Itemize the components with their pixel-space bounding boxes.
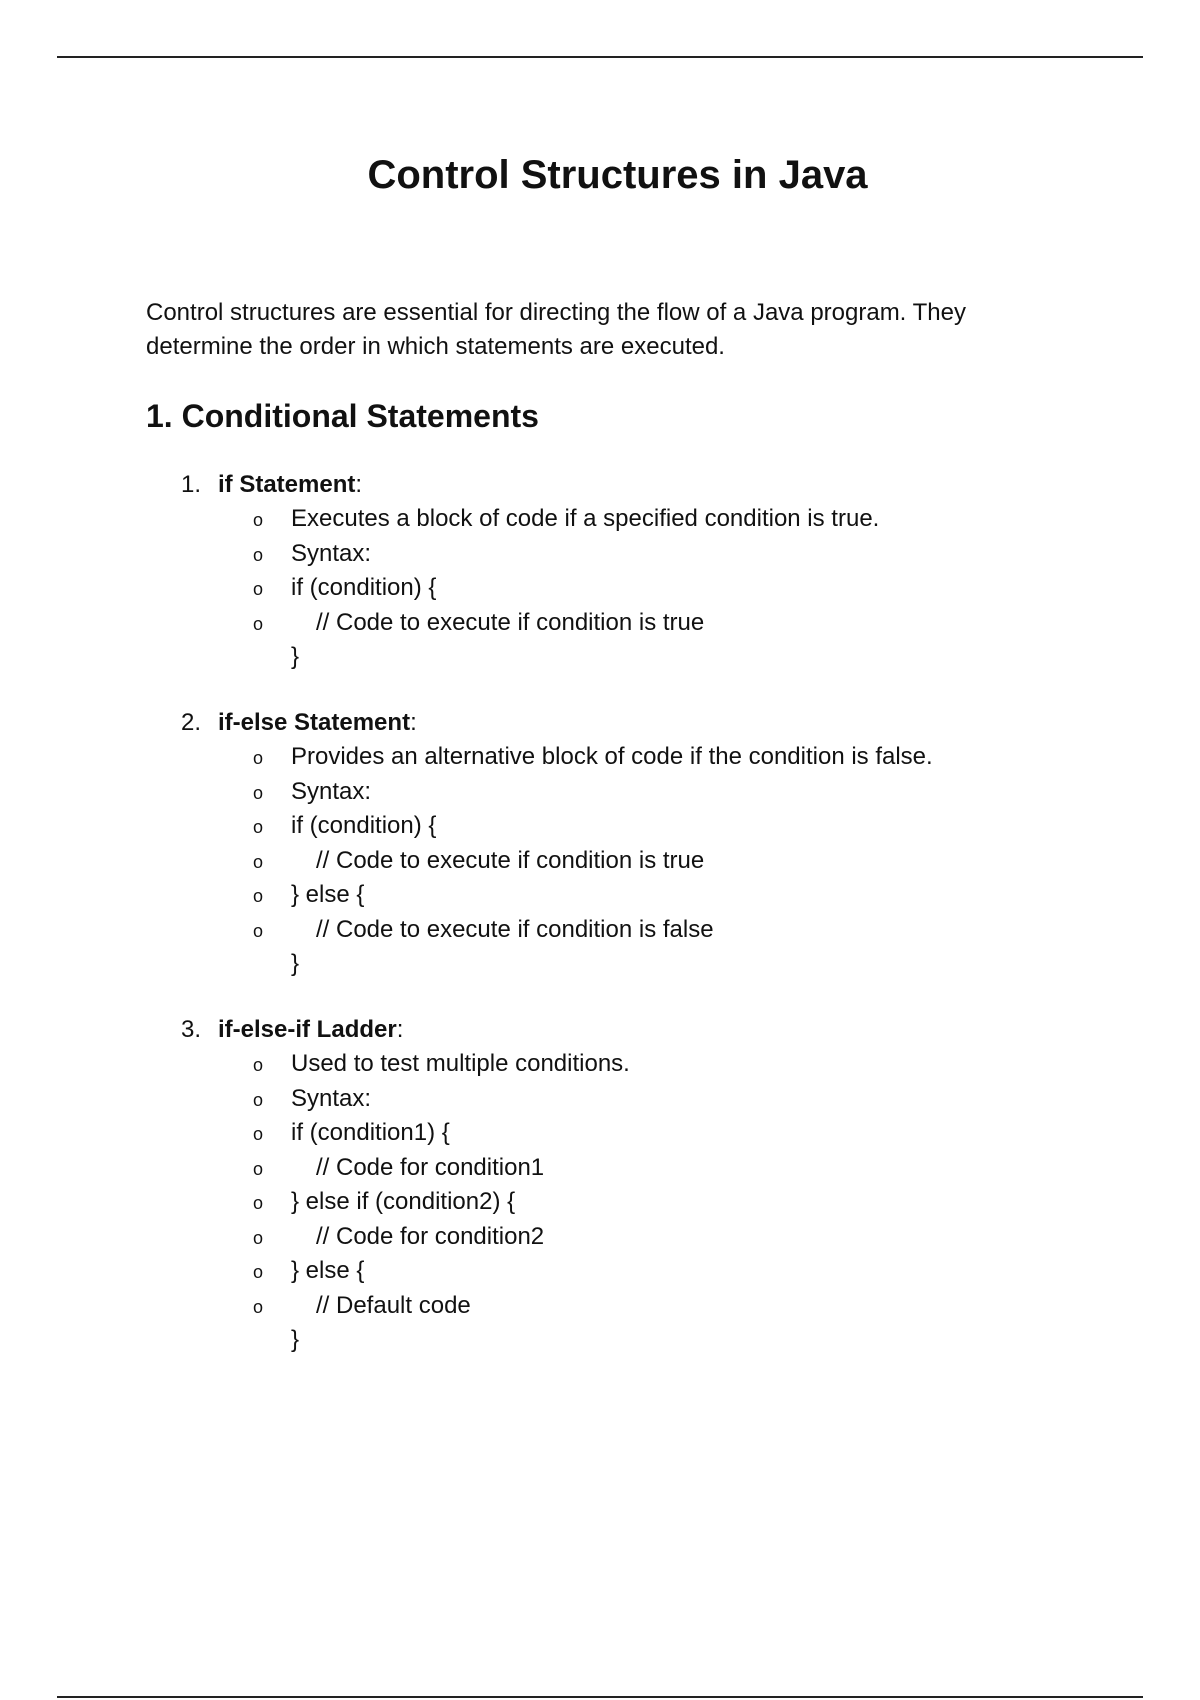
code-line: // Code to execute if condition is true <box>316 846 705 874</box>
bullet-item <box>146 809 1096 844</box>
list-item-if-statement <box>146 468 1096 674</box>
item-heading <box>146 706 1096 740</box>
code-line: // Code for condition1 <box>316 1153 545 1181</box>
bullet-marker: o <box>253 1296 264 1317</box>
bullet-marker: o <box>253 613 264 634</box>
code-line: // Code to execute if condition is true <box>316 608 705 636</box>
code-line: } else { <box>291 881 365 908</box>
bullet-marker: o <box>253 544 264 565</box>
code-line: } else { <box>291 1257 365 1284</box>
section-heading: 1. Conditional Statements <box>146 398 539 434</box>
bullet-item <box>146 878 1096 913</box>
bullet-marker: o <box>253 1089 264 1110</box>
bullet-item <box>146 913 1096 948</box>
intro-paragraph: Control structures are essential for directing the flow of a Java program. They determine the order in which statements are executed. <box>146 299 966 360</box>
bullet-item <box>146 502 1096 537</box>
conditional-statements-list <box>146 468 1096 1389</box>
item-suffix: : <box>396 1016 404 1043</box>
bullet-item <box>146 1116 1096 1151</box>
bullet-item <box>146 571 1096 606</box>
bullet-marker: o <box>253 1227 264 1248</box>
item-heading <box>146 468 1096 502</box>
header-rule <box>57 56 1143 58</box>
bullet-item <box>146 606 1096 641</box>
bullet-text: Syntax: <box>291 539 372 567</box>
bullet-item <box>146 537 1096 572</box>
bullet-marker: o <box>253 920 264 941</box>
list-item-if-else-if-ladder <box>146 1013 1096 1357</box>
bullet-marker: o <box>253 510 264 530</box>
item-number: 1. <box>181 471 202 498</box>
bullet-marker: o <box>253 579 264 599</box>
bullet-item <box>146 775 1096 810</box>
code-closing-brace: } <box>291 1326 300 1353</box>
bullet-item <box>146 844 1096 879</box>
bullet-text: Syntax: <box>291 777 372 805</box>
bullet-marker: o <box>253 886 264 906</box>
footer-rule <box>57 1696 1143 1698</box>
bullet-item <box>146 1047 1096 1082</box>
list-item-if-else-statement <box>146 706 1096 981</box>
item-number: 3. <box>181 1016 202 1043</box>
bullet-item <box>146 1289 1096 1324</box>
bullet-marker: o <box>253 1262 264 1282</box>
code-closing-brace: } <box>291 643 300 670</box>
item-heading <box>146 1013 1096 1047</box>
page-title: Control Structures in Java <box>367 153 868 197</box>
bullet-item <box>146 1151 1096 1186</box>
code-line: if (condition1) { <box>291 1119 450 1146</box>
code-line: } else if (condition2) { <box>291 1188 516 1215</box>
bullet-item <box>146 1185 1096 1220</box>
bullet-marker: o <box>253 1055 264 1075</box>
bullet-item <box>146 740 1096 775</box>
bullet-text: Syntax: <box>291 1084 372 1112</box>
bullet-list <box>146 1047 1096 1323</box>
bullet-marker: o <box>253 1193 264 1213</box>
code-line: // Default code <box>316 1291 471 1319</box>
bullet-marker: o <box>253 1158 264 1179</box>
bullet-marker: o <box>253 817 264 837</box>
bullet-list <box>146 740 1096 947</box>
code-closing-brace: } <box>291 950 300 977</box>
bullet-item <box>146 1254 1096 1289</box>
code-line: if (condition) { <box>291 574 437 601</box>
bullet-text: Executes a block of code if a specified condition is true. <box>291 505 880 532</box>
bullet-marker: o <box>253 782 264 803</box>
item-name: if Statement <box>218 471 356 498</box>
bullet-list <box>146 502 1096 640</box>
item-name: if-else-if Ladder <box>218 1016 397 1043</box>
item-suffix: : <box>410 709 417 736</box>
bullet-item <box>146 1220 1096 1255</box>
bullet-item <box>146 1082 1096 1117</box>
item-suffix: : <box>355 471 363 498</box>
bullet-marker: o <box>253 748 264 768</box>
bullet-marker: o <box>253 1124 264 1144</box>
bullet-text: Used to test multiple conditions. <box>291 1050 630 1077</box>
code-line: if (condition) { <box>291 812 437 839</box>
item-name: if-else Statement <box>218 709 411 736</box>
bullet-text: Provides an alternative block of code if the condition is false. <box>291 743 933 770</box>
code-line: // Code for condition2 <box>316 1222 545 1250</box>
bullet-marker: o <box>253 851 264 872</box>
code-line: // Code to execute if condition is false <box>316 915 714 943</box>
item-number: 2. <box>181 709 202 736</box>
